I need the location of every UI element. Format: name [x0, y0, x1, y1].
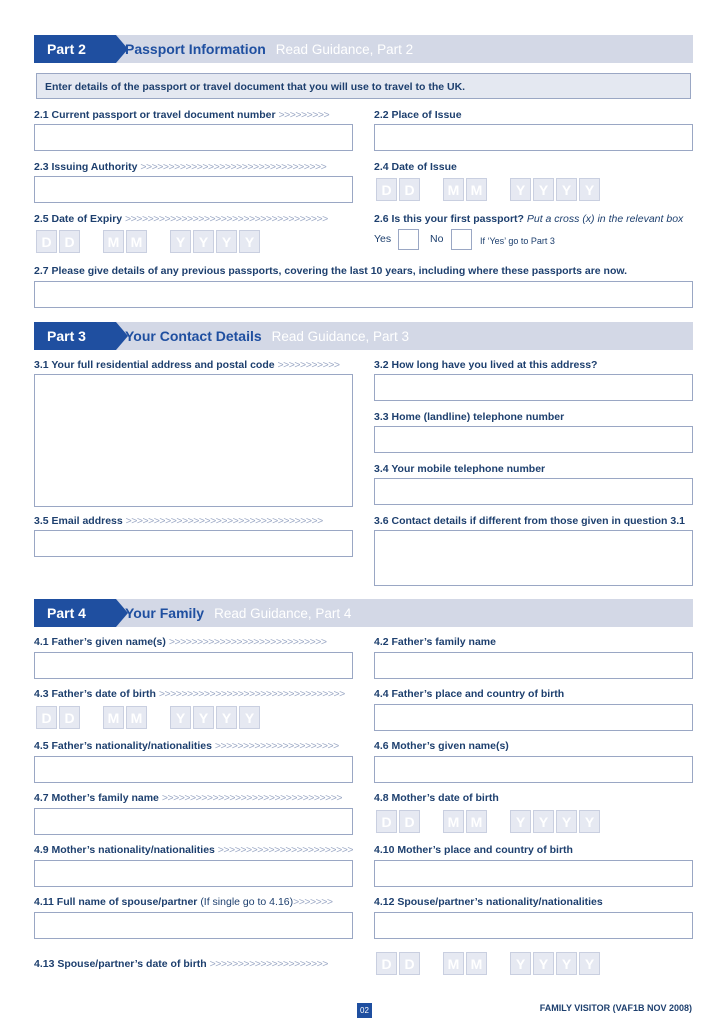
date-box-day[interactable]: D	[36, 706, 57, 729]
q4-4-label: 4.4 Father’s place and country of birth	[374, 688, 565, 700]
issuing-authority-field[interactable]	[34, 176, 353, 203]
q2-6-label	[374, 213, 683, 225]
form-reference: FAMILY VISITOR (VAF1B NOV 2008)	[539, 1003, 692, 1013]
q4-9-text: 4.9 Mother’s nationality/nationalities	[34, 844, 215, 856]
q3-5-arrows: >>>>>>>>>>>>>>>>>>>>>>>>>>>>>>>>>>>	[125, 515, 323, 527]
q4-5-arrows: >>>>>>>>>>>>>>>>>>>>>>	[214, 740, 339, 752]
place-of-issue-field[interactable]	[374, 124, 693, 151]
father-given-names-field[interactable]	[34, 652, 353, 679]
part4-guidance: Read Guidance, Part 4	[214, 606, 352, 621]
q2-5-label	[34, 213, 328, 225]
part3-title-text: Your Contact Details	[125, 328, 262, 344]
date-box-month[interactable]: M	[443, 810, 464, 833]
part3-tab: Part 3	[34, 322, 116, 350]
date-box-year[interactable]: Y	[510, 952, 531, 975]
page-number: 02	[357, 1003, 372, 1018]
date-box-year[interactable]: Y	[170, 230, 191, 253]
q4-3-arrows: >>>>>>>>>>>>>>>>>>>>>>>>>>>>>>>>>	[158, 688, 345, 700]
date-box-month[interactable]: M	[466, 178, 487, 201]
q2-1-label	[34, 109, 329, 121]
part2-guidance: Read Guidance, Part 2	[275, 42, 414, 57]
date-box-year[interactable]: Y	[193, 706, 214, 729]
q3-1-text: 3.1 Your full residential address and postal code	[34, 359, 275, 371]
q2-5-arrows: >>>>>>>>>>>>>>>>>>>>>>>>>>>>>>>>>>>>	[125, 213, 328, 225]
date-box-year[interactable]: Y	[533, 178, 554, 201]
no-label: No	[430, 233, 444, 245]
q2-1-arrows: >>>>>>>>>	[278, 109, 330, 121]
q4-7-label	[34, 792, 342, 804]
q4-11-arrows: >>>>>>>	[293, 896, 333, 908]
q3-1-arrows: >>>>>>>>>>>	[277, 359, 340, 371]
date-box-year[interactable]: Y	[579, 178, 600, 201]
q2-2-label: 2.2 Place of Issue	[374, 109, 462, 121]
first-passport-yes-checkbox[interactable]	[398, 229, 419, 250]
date-box-month[interactable]: M	[103, 706, 124, 729]
date-box-month[interactable]: M	[126, 230, 147, 253]
date-box-month[interactable]: M	[103, 230, 124, 253]
q2-3-text: 2.3 Issuing Authority	[34, 161, 138, 173]
q3-3-label: 3.3 Home (landline) telephone number	[374, 411, 565, 423]
date-box-year[interactable]: Y	[193, 230, 214, 253]
q2-4-label: 2.4 Date of Issue	[374, 161, 457, 173]
mother-nationality-field[interactable]	[34, 860, 353, 887]
q3-6-label: 3.6 Contact details if different from those given in question 3.1	[374, 515, 685, 527]
date-box-year[interactable]: Y	[170, 706, 191, 729]
date-box-year[interactable]: Y	[239, 706, 260, 729]
mother-given-names-field[interactable]	[374, 756, 693, 783]
q4-3-text: 4.3 Father’s date of birth	[34, 688, 156, 700]
q4-13-text: 4.13 Spouse/partner’s date of birth	[34, 958, 207, 970]
q4-1-text: 4.1 Father’s given name(s)	[34, 636, 166, 648]
q4-11-note: (If single go to 4.16)	[200, 896, 294, 908]
date-box-month[interactable]: M	[443, 952, 464, 975]
q4-7-text: 4.7 Mother’s family name	[34, 792, 159, 804]
date-box-day[interactable]: D	[399, 952, 420, 975]
part2-title-text: Passport Information	[125, 41, 266, 57]
mobile-phone-field[interactable]	[374, 478, 693, 505]
q4-5-text: 4.5 Father’s nationality/nationalities	[34, 740, 212, 752]
date-box-day[interactable]: D	[36, 230, 57, 253]
q4-8-label: 4.8 Mother’s date of birth	[374, 792, 499, 804]
q4-12-label: 4.12 Spouse/partner’s nationality/nationalities	[374, 896, 603, 908]
q3-2-label: 3.2 How long have you lived at this address?	[374, 359, 598, 371]
q2-1-text: 2.1 Current passport or travel document number	[34, 109, 276, 121]
q3-5-label	[34, 515, 323, 527]
date-box-year[interactable]: Y	[579, 952, 600, 975]
q4-5-label	[34, 740, 339, 752]
date-box-year[interactable]: Y	[239, 230, 260, 253]
father-birthplace-field[interactable]	[374, 704, 693, 731]
q4-9-label	[34, 844, 353, 856]
q2-7-label: 2.7 Please give details of any previous passports, covering the last 10 years, including where these passports are now.	[34, 265, 628, 277]
q4-7-arrows: >>>>>>>>>>>>>>>>>>>>>>>>>>>>>>>>	[161, 792, 343, 804]
part2-tab: Part 2	[34, 35, 116, 63]
part2-instruction: Enter details of the passport or travel document that you will use to travel to the UK.	[36, 73, 691, 99]
q4-6-label: 4.6 Mother’s given name(s)	[374, 740, 509, 752]
part4-title	[125, 599, 351, 627]
father-family-name-field[interactable]	[374, 652, 693, 679]
spouse-name-field[interactable]	[34, 912, 353, 939]
mother-family-name-field[interactable]	[34, 808, 353, 835]
home-phone-field[interactable]	[374, 426, 693, 453]
date-box-year[interactable]: Y	[556, 952, 577, 975]
date-box-day[interactable]: D	[399, 178, 420, 201]
q2-3-label	[34, 161, 326, 173]
date-box-day[interactable]: D	[376, 952, 397, 975]
q3-5-text: 3.5 Email address	[34, 515, 123, 527]
date-box-year[interactable]: Y	[579, 810, 600, 833]
date-box-month[interactable]: M	[466, 952, 487, 975]
previous-passports-field[interactable]	[34, 281, 693, 308]
q4-13-arrows: >>>>>>>>>>>>>>>>>>>>>	[209, 958, 328, 970]
mother-birthplace-field[interactable]	[374, 860, 693, 887]
if-yes-note: If ‘Yes’ go to Part 3	[480, 236, 555, 246]
q2-6-note: Put a cross (x) in the relevant box	[526, 213, 684, 225]
part3-guidance: Read Guidance, Part 3	[271, 329, 409, 344]
q4-2-label: 4.2 Father’s family name	[374, 636, 496, 648]
date-box-month[interactable]: M	[443, 178, 464, 201]
q2-6-text: 2.6 Is this your first passport?	[374, 213, 524, 225]
alt-contact-field[interactable]	[374, 530, 693, 586]
q3-1-label	[34, 359, 339, 371]
part4-title-text: Your Family	[125, 605, 205, 621]
part3-title	[125, 322, 409, 350]
date-box-day[interactable]: D	[376, 178, 397, 201]
date-box-year[interactable]: Y	[533, 810, 554, 833]
q2-5-text: 2.5 Date of Expiry	[34, 213, 123, 225]
q4-1-arrows: >>>>>>>>>>>>>>>>>>>>>>>>>>>>	[168, 636, 327, 648]
q4-11-label	[34, 896, 333, 908]
passport-number-field[interactable]	[34, 124, 353, 151]
date-box-month[interactable]: M	[466, 810, 487, 833]
q4-10-label: 4.10 Mother’s place and country of birth	[374, 844, 573, 856]
email-field[interactable]	[34, 530, 353, 557]
q4-11-text: 4.11 Full name of spouse/partner	[34, 896, 198, 908]
date-box-year[interactable]: Y	[510, 178, 531, 201]
part2-title	[125, 35, 413, 63]
q4-9-arrows: >>>>>>>>>>>>>>>>>>>>>>>>	[217, 844, 353, 856]
q3-4-label: 3.4 Your mobile telephone number	[374, 463, 546, 475]
date-box-day[interactable]: D	[59, 706, 80, 729]
date-box-day[interactable]: D	[376, 810, 397, 833]
part4-tab: Part 4	[34, 599, 116, 627]
date-box-year[interactable]: Y	[510, 810, 531, 833]
q2-3-arrows: >>>>>>>>>>>>>>>>>>>>>>>>>>>>>>>>>	[140, 161, 327, 173]
yes-label: Yes	[374, 233, 392, 245]
q4-13-label	[34, 958, 328, 970]
spouse-nationality-field[interactable]	[374, 912, 693, 939]
residential-address-field[interactable]	[34, 374, 353, 507]
date-box-day[interactable]: D	[59, 230, 80, 253]
date-box-day[interactable]: D	[399, 810, 420, 833]
date-box-year[interactable]: Y	[216, 706, 237, 729]
first-passport-no-checkbox[interactable]	[451, 229, 472, 250]
time-at-address-field[interactable]	[374, 374, 693, 401]
date-box-year[interactable]: Y	[556, 178, 577, 201]
date-box-month[interactable]: M	[126, 706, 147, 729]
date-box-year[interactable]: Y	[216, 230, 237, 253]
q4-1-label	[34, 636, 327, 648]
date-box-year[interactable]: Y	[533, 952, 554, 975]
q4-3-label	[34, 688, 345, 700]
date-box-year[interactable]: Y	[556, 810, 577, 833]
father-nationality-field[interactable]	[34, 756, 353, 783]
